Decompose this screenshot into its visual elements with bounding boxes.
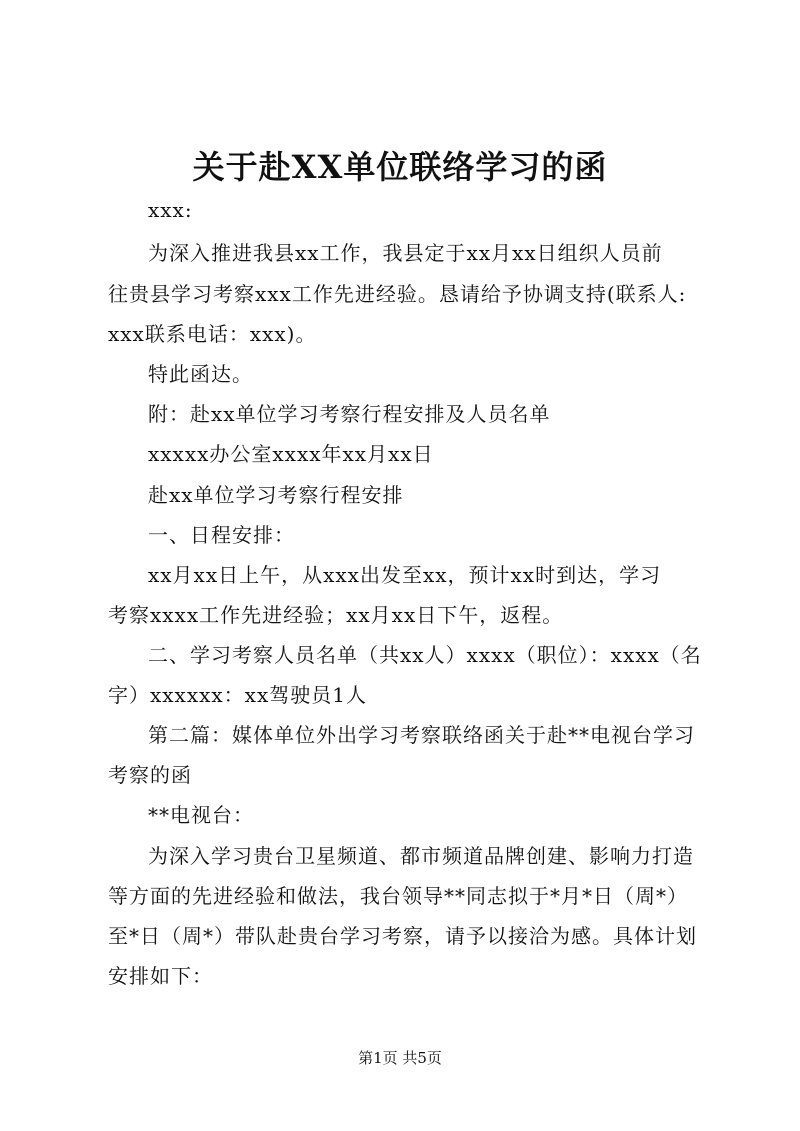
body-line: xx月xx日上午，从xxx出发至xx，预计xx时到达，学习 xyxy=(148,563,662,587)
body-line: 往贵县学习考察xxx工作先进经验。恳请给予协调支持(联系人: xyxy=(108,282,687,306)
section-heading: 第二篇：媒体单位外出学习考察联络函关于赴**电视台学习 xyxy=(148,723,695,747)
body-line: 等方面的先进经验和做法，我台领导**同志拟于*月*日（周*） xyxy=(108,884,688,908)
salutation: **电视台： xyxy=(148,803,254,827)
body-line: xxx联系电话：xxx)。 xyxy=(108,322,317,346)
salutation: xxx: xyxy=(148,198,193,222)
body-line: 考察xxxx工作先进经验；xx月xx日下午，返程。 xyxy=(108,603,564,627)
body-line: 至*日（周*）带队赴贵台学习考察，请予以接洽为感。具体计划 xyxy=(108,924,697,948)
attachment-line: 附：赴xx单位学习考察行程安排及人员名单 xyxy=(148,402,551,426)
body-line: 为深入推进我县xx工作，我县定于xx月xx日组织人员前 xyxy=(148,241,663,265)
body-line: 二、学习考察人员名单（共xx人）xxxx（职位）：xxxx（名 xyxy=(148,643,702,667)
section-heading: 赴xx单位学习考察行程安排 xyxy=(148,483,404,507)
section-heading: 一、日程安排： xyxy=(148,523,295,547)
section-heading: 考察的函 xyxy=(108,763,192,787)
document-title: 关于赴XX单位联络学习的函 xyxy=(192,148,608,186)
signature-date-line: xxxxx办公室xxxx年xx月xx日 xyxy=(148,442,434,466)
body-line: 为深入学习贵台卫星频道、都市频道品牌创建、影响力打造 xyxy=(148,844,694,868)
body-line: 特此函达。 xyxy=(148,362,253,386)
body-line: 安排如下： xyxy=(108,964,213,988)
page-footer: 第1页 共5页 xyxy=(358,1049,442,1067)
body-line: 字）xxxxxx：xx驾驶员1人 xyxy=(108,683,367,707)
